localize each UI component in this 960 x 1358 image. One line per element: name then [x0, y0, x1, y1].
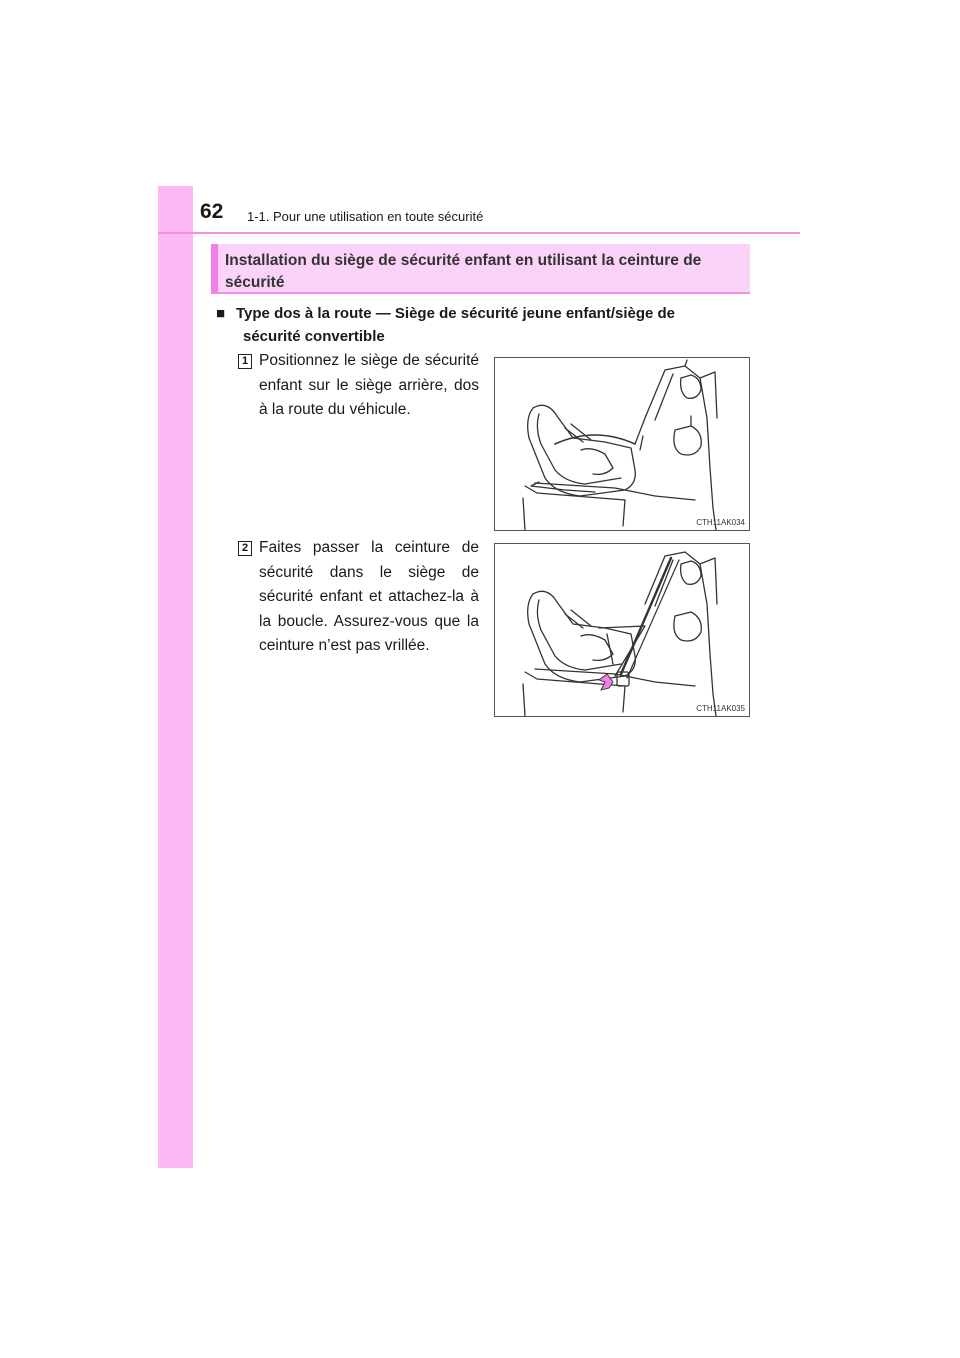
step-number-2: 2 [238, 541, 252, 556]
chapter-title: 1-1. Pour une utilisation en toute sécurité [247, 209, 484, 224]
header-divider [158, 232, 800, 234]
step-1-illustration [494, 357, 750, 531]
belt-routing-drawing [495, 544, 749, 716]
step-1-text: Positionnez le siège de sécurité enfant sur le siège arrière, dos à la route du véhicule. [259, 352, 479, 418]
subheading-line-2: sécurité convertible [243, 328, 385, 345]
section-heading: Installation du siège de sécurité enfant en utilisant la ceinture de sécurité [211, 244, 750, 294]
figure-code-2: CTH11AK035 [696, 704, 745, 713]
subheading-line-1: Type dos à la route — Siège de sécurité jeune enfant/siège de [236, 305, 676, 322]
step-2-text: Faites passer la ceinture de sécurité dans le siège de sécurité enfant et attachez-la à la boucle. Assurez-vous que la ceinture n’est pas vrillée. [259, 539, 479, 654]
page-number: 62 [200, 200, 224, 223]
side-color-strip [158, 186, 193, 1168]
bullet-square-icon: ■ [216, 305, 226, 322]
step-2-illustration [494, 543, 750, 717]
subheading [216, 302, 750, 348]
figure-code-1: CTH11AK034 [696, 518, 745, 527]
step-number-1: 1 [238, 354, 252, 369]
rear-facing-seat-drawing [495, 358, 749, 530]
